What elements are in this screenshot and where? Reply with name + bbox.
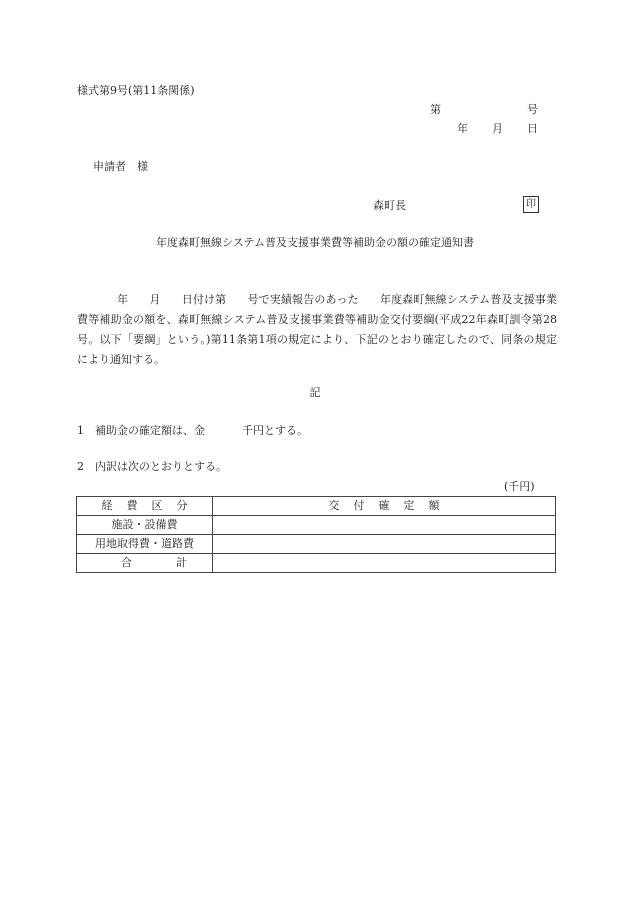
body-main: 年度森町無線システム普及支援事業費等補助金の額を、森町無線システム普及支援事業費等補助金交付要綱(平成22年森町訓令第28号。以下「要綱」という。)第11条第1項の規定により、下記のとおり確定したので、同条の規定により通知する。	[77, 293, 558, 366]
header-category: 経費区分	[77, 497, 213, 516]
row-amount-total	[213, 554, 556, 573]
row-amount	[213, 516, 556, 535]
item-1	[77, 424, 308, 438]
body-paragraph	[77, 290, 557, 370]
form-number: 様式第9号(第11条関係)	[77, 84, 195, 97]
table-row-total	[77, 554, 556, 573]
issuer-name: 森町長	[373, 199, 406, 212]
row-category: 用地取得費・道路費	[77, 535, 213, 554]
item-2	[77, 460, 227, 474]
body-year: 年	[117, 293, 129, 306]
date-month-label: 月	[492, 122, 503, 135]
document-title: 年度森町無線システム普及支援事業費等補助金の額の確定通知書	[156, 236, 474, 249]
breakdown-table	[76, 496, 556, 573]
addressee-label: 申請者	[93, 160, 126, 173]
row-category-total: 合計	[77, 554, 213, 573]
body-month: 月	[149, 293, 161, 306]
row-category: 施設・設備費	[77, 516, 213, 535]
notes-heading: 記	[309, 386, 321, 399]
addressee-honorific: 様	[137, 160, 148, 173]
seal-stamp: 印	[523, 196, 539, 213]
table-row	[77, 516, 556, 535]
item-1-text-b: 千円とする。	[242, 424, 308, 437]
body-date-number: 日付け第	[181, 293, 227, 306]
table-header-row	[77, 497, 556, 516]
date-day-label: 日	[527, 122, 538, 135]
item-2-number: 2	[77, 460, 84, 473]
unit-label: (千円)	[504, 480, 535, 493]
item-1-number: 1	[77, 424, 84, 437]
row-amount	[213, 535, 556, 554]
date-year-label: 年	[457, 122, 468, 135]
item-1-text-a: 補助金の確定額は、金	[95, 424, 205, 437]
header-amount: 交付確定額	[213, 497, 556, 516]
addressee	[93, 160, 148, 174]
document-number-suffix: 号	[527, 103, 538, 116]
table-row	[77, 535, 556, 554]
document-number-prefix: 第	[430, 103, 441, 116]
body-report: 号で実績報告のあった	[247, 293, 359, 306]
item-2-text: 内訳は次のとおりとする。	[95, 460, 227, 473]
